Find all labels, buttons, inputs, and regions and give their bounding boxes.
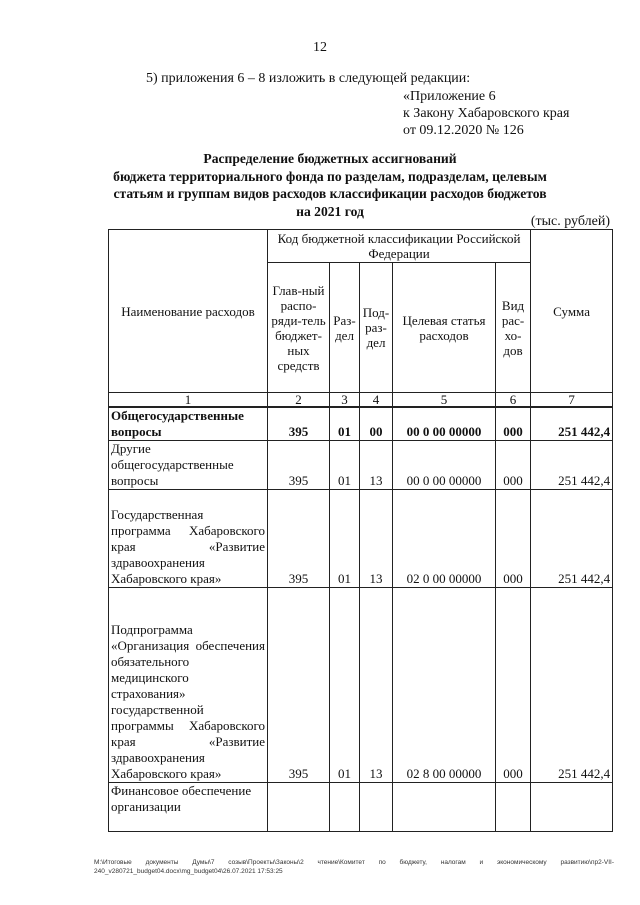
table-row — [109, 441, 613, 490]
column-number: 2 — [268, 393, 330, 408]
row-target: 02 8 00 00000 — [393, 588, 496, 783]
row-kind: 000 — [496, 490, 531, 588]
row-section: 01 — [330, 407, 360, 441]
row-sum — [531, 783, 613, 832]
column-number: 7 — [531, 393, 613, 408]
header-target: Целевая статья расходов — [393, 263, 496, 393]
row-sum: 251 442,4 — [531, 490, 613, 588]
row-section: 01 — [330, 490, 360, 588]
budget-table — [108, 229, 613, 832]
row-grbs: 395 — [268, 407, 330, 441]
row-name: Общегосударственные вопросы — [109, 407, 268, 441]
row-kind: 000 — [496, 588, 531, 783]
column-number: 4 — [360, 393, 393, 408]
row-name: Финансовое обеспечение организации — [109, 783, 268, 832]
document-title — [100, 150, 560, 220]
row-name: Подпрограмма «Организация обеспечения обязательного медицинского страхования» государственной программы Хабаровского края «Развитие здравоохранения Хабаровского края» — [109, 588, 268, 783]
row-grbs: 395 — [268, 490, 330, 588]
row-subsection: 00 — [360, 407, 393, 441]
header-name: Наименование расходов — [109, 230, 268, 393]
column-number: 6 — [496, 393, 531, 408]
file-path-footer: M:\Итоговые документы Думы\7 созыв\Проекты\Законы\2 чтение\Комитет по бюджету, налогам и экономическому развитию\пр2-VII-240_v280721_budget04.docx\mg_budget04\26.07.2021 17:53:25 — [94, 859, 614, 875]
table-row — [109, 490, 613, 588]
row-target — [393, 783, 496, 832]
row-subsection: 13 — [360, 490, 393, 588]
appendix-reference — [403, 88, 569, 139]
row-section — [330, 783, 360, 832]
intro-text: 5) приложения 6 – 8 изложить в следующей редакции: — [146, 71, 471, 86]
header-sum: Сумма — [531, 230, 613, 393]
row-subsection — [360, 783, 393, 832]
row-section: 01 — [330, 441, 360, 490]
column-number: 1 — [109, 393, 268, 408]
row-name: Другие общегосударственные вопросы — [109, 441, 268, 490]
appendix-line-3: от 09.12.2020 № 126 — [403, 123, 524, 138]
row-subsection: 13 — [360, 441, 393, 490]
header-subsection: Под-раз-дел — [360, 263, 393, 393]
row-section: 01 — [330, 588, 360, 783]
header-section: Раз-дел — [330, 263, 360, 393]
title-line-3: статьям и группам видов расходов классификации расходов бюджетов — [113, 186, 547, 201]
appendix-line-2: к Закону Хабаровского края — [403, 106, 570, 121]
column-number: 5 — [393, 393, 496, 408]
header-grbs: Глав-ный распо-ряди-тель бюджет-ных средств — [268, 263, 330, 393]
header-kind: Вид рас-хо-дов — [496, 263, 531, 393]
title-line-4: на 2021 год — [296, 203, 364, 219]
row-name: Государственная программа Хабаровского края «Развитие здравоохранения Хабаровского края» — [109, 490, 268, 588]
row-target: 02 0 00 00000 — [393, 490, 496, 588]
header-kbk: Код бюджетной классификации Российской Федерации — [268, 230, 531, 263]
column-number: 3 — [330, 393, 360, 408]
row-kind: 000 — [496, 441, 531, 490]
row-grbs: 395 — [268, 441, 330, 490]
table-row — [109, 783, 613, 832]
appendix-line-1: «Приложение 6 — [403, 89, 496, 104]
row-target: 00 0 00 00000 — [393, 441, 496, 490]
row-grbs: 395 — [268, 588, 330, 783]
row-grbs — [268, 783, 330, 832]
row-kind — [496, 783, 531, 832]
units-label: (тыс. рублей) — [530, 214, 610, 229]
row-kind: 000 — [496, 407, 531, 441]
title-line-1: Распределение бюджетных ассигнований — [203, 151, 457, 166]
row-subsection: 13 — [360, 588, 393, 783]
table-row — [109, 588, 613, 783]
title-line-2: бюджета территориального фонда по разделам, подразделам, целевым — [113, 168, 547, 184]
column-numbers-row — [109, 393, 613, 408]
table-row — [109, 407, 613, 441]
row-sum: 251 442,4 — [531, 407, 613, 441]
row-target: 00 0 00 00000 — [393, 407, 496, 441]
row-sum: 251 442,4 — [531, 588, 613, 783]
row-sum: 251 442,4 — [531, 441, 613, 490]
page-number: 12 — [313, 40, 327, 55]
